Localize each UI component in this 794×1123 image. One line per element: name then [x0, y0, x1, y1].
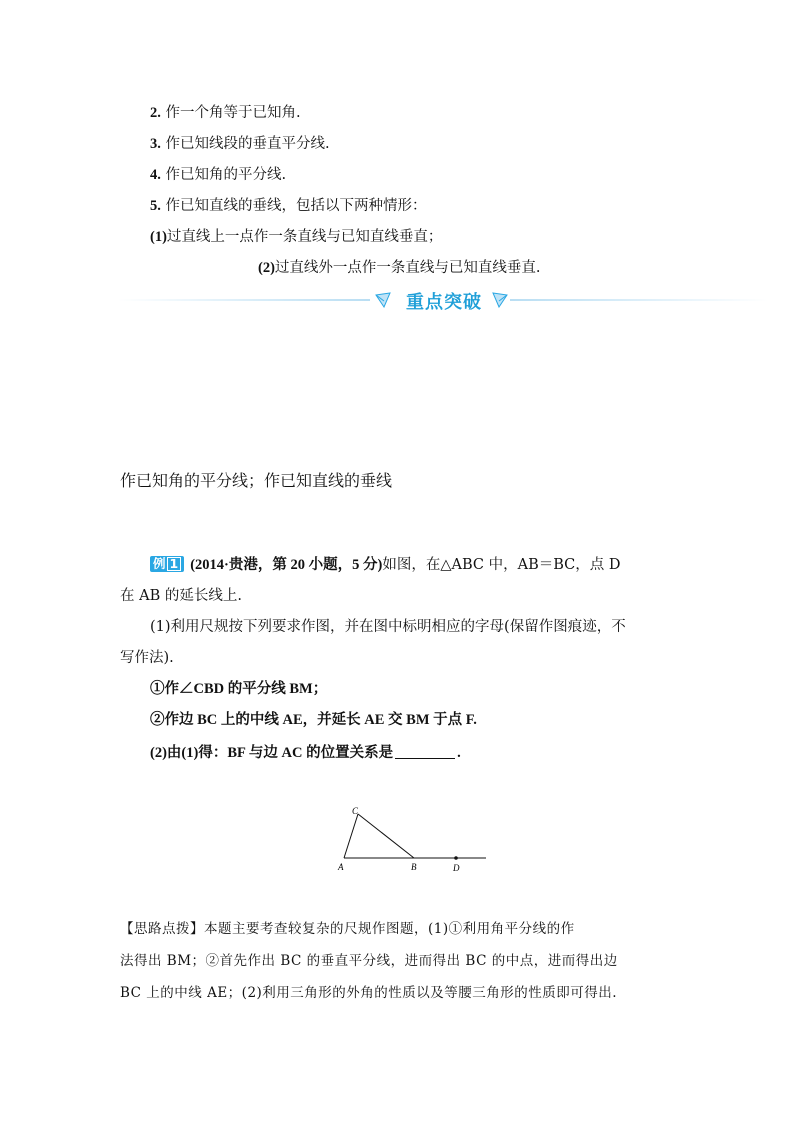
example-part1-line1: (1)利用尺规按下列要求作图，并在图中标明相应的字母(保留作图痕迹，不 [150, 619, 626, 635]
example-source: (2014·贵港，第 20 小题，5 分) [190, 557, 383, 573]
answer-blank [395, 744, 455, 759]
segment-ac [344, 814, 358, 858]
segment-cb [358, 814, 414, 858]
example-part2: (2)由(1)得：BF 与边 AC 的位置关系是 . [150, 745, 461, 761]
example-part1-line2: 写作法). [120, 650, 174, 666]
banner-title: 重点突破 [406, 292, 482, 313]
point-d [454, 856, 458, 860]
list-item-2: 2. 作一个角等于已知角. [150, 105, 301, 121]
example-badge: 例 1 [150, 556, 184, 572]
banner-rule-right [510, 299, 768, 301]
label-a: A [338, 862, 344, 872]
hint-line2: 法得出 BM；②首先作出 BC 的垂直平分线，进而得出 BC 的中点，进而得出边 [120, 953, 618, 969]
banner-rule-left [118, 299, 370, 301]
label-d: D [453, 863, 460, 873]
label-c: C [352, 806, 359, 816]
hint-line3: BC 上的中线 AE；(2)利用三角形的外角的性质以及等腰三角形的性质即可得出. [120, 985, 618, 1001]
list-item-3: 3. 作已知线段的垂直平分线. [150, 136, 330, 152]
paper-plane-icon-left [375, 292, 391, 308]
paper-plane-icon-right [492, 292, 508, 308]
section-title: 作已知角的平分线；作已知直线的垂线 [120, 471, 393, 490]
example-stem-line2: 在 AB 的延长线上. [120, 588, 242, 604]
label-b: B [411, 862, 417, 872]
list-item-5: 5. 作已知直线的垂线，包括以下两种情形： [150, 198, 427, 214]
example-step1: ①作∠CBD 的平分线 BM； [150, 681, 328, 697]
sub-item-1: (1)过直线上一点作一条直线与已知直线垂直； [150, 229, 443, 245]
example-stem-line1: 例 1 (2014·贵港，第 20 小题，5 分)如图，在△ABC 中，AB＝BC，点 D [150, 555, 620, 575]
triangle-figure [334, 802, 494, 882]
section-banner [118, 286, 768, 314]
hint-line1: 【思路点拨】本题主要考查较复杂的尺规作图题，(1)①利用角平分线的作 [120, 921, 575, 937]
example-step2: ②作边 BC 上的中线 AE，并延长 AE 交 BM 于点 F. [150, 712, 477, 728]
list-item-4: 4. 作已知角的平分线. [150, 167, 287, 183]
sub-item-2: (2)过直线外一点作一条直线与已知直线垂直. [258, 260, 541, 276]
